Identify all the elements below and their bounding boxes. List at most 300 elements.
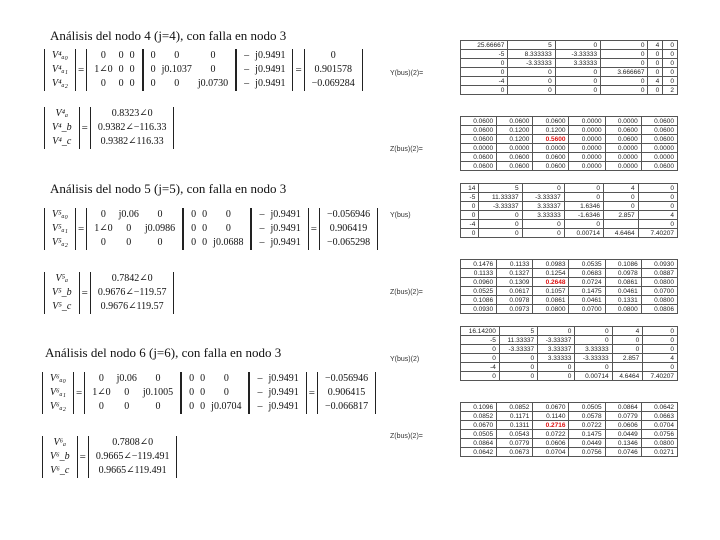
table-cell: 0.0600: [533, 153, 569, 162]
sign: –: [244, 78, 250, 89]
fault-impedance-cell: j0.9491: [270, 209, 301, 220]
table-cell: 3.33333: [538, 354, 575, 363]
sequence-voltage-vector-cell: V⁵ₐ₀: [52, 209, 68, 220]
table-cell: 0.0642: [461, 448, 497, 457]
table-cell: 0: [564, 193, 603, 202]
impedance-matrix-cell: 0: [150, 50, 156, 61]
table-cell: 0.0000: [605, 144, 641, 153]
table-cell: 0.0000: [569, 135, 605, 144]
sequence-voltage-vector-cell: V⁴ₐ₀: [52, 50, 68, 61]
heading-node-6: Análisis del nodo 6 (j=6), con falla en nodo 3: [45, 345, 282, 360]
table-cell: 0.0642: [641, 403, 677, 412]
table-cell: 0: [564, 220, 603, 229]
table-cell: 0.0930: [461, 305, 497, 314]
sequence-voltage-vector-cell: V⁵ₐ₂: [52, 237, 68, 248]
table-cell: 0: [601, 59, 648, 68]
table-row: [461, 59, 678, 68]
impedance-matrix-cell: 0: [225, 223, 231, 234]
table-row: [461, 117, 678, 126]
operator: =: [79, 451, 86, 463]
phase-voltage-values-cell: 0.9382∠−116.33: [97, 122, 167, 133]
phase-voltage-vector-cell: V⁶_b: [50, 451, 70, 462]
fault-impedance-column: [249, 372, 306, 414]
table-cell: 0: [648, 86, 663, 95]
table-cell: 0.5600: [533, 135, 569, 144]
table-cell: 0.0852: [461, 412, 497, 421]
table-cell: 0.0461: [569, 296, 605, 305]
table-cell: 0: [461, 372, 500, 381]
table-cell: 0.0600: [461, 162, 497, 171]
heading-node-4: Análisis del nodo 4 (j=4), con falla en nodo 3: [50, 28, 287, 43]
table-row: [461, 144, 678, 153]
table-cell: 0.0861: [533, 296, 569, 305]
impedance-matrix: [181, 372, 249, 414]
phase-voltage-values: [90, 107, 175, 149]
table-cell: 0.0779: [605, 412, 641, 421]
table-cell: 0: [575, 363, 612, 372]
table-row: [461, 126, 678, 135]
table-cell: 0.0960: [461, 278, 497, 287]
table-cell: 0: [601, 77, 648, 86]
table-row: [461, 336, 678, 345]
table-cell: 0.0600: [641, 135, 677, 144]
equation-node-6: [42, 372, 376, 414]
table-cell: 0.1327: [497, 269, 533, 278]
impedance-matrix: [183, 208, 251, 250]
table-cell: 0.1346: [605, 439, 641, 448]
table-cell: 4: [643, 354, 678, 363]
table-row: [461, 202, 678, 211]
table-cell: 0.0000: [605, 153, 641, 162]
table-cell: 0: [601, 41, 648, 50]
prefault-voltage-matrix-cell: 0: [157, 209, 163, 220]
table-row: [461, 363, 678, 372]
table-cell: 0.0000: [569, 144, 605, 153]
phase-voltage-vector-cell: V⁴_b: [52, 122, 72, 133]
phase-voltage-values-cell: 0.9382∠116.33: [100, 136, 164, 147]
table-row: [461, 86, 678, 95]
table-cell: 0.1140: [533, 412, 569, 421]
ybus-table-1: [460, 40, 678, 95]
ybus-table-2: [460, 183, 678, 238]
phase-voltages-node-4: [44, 107, 174, 149]
zbus-table-2: [460, 259, 678, 314]
table-row: [461, 135, 678, 144]
table-cell: 0: [508, 68, 555, 77]
operator: =: [295, 64, 302, 76]
table-cell: 0.0000: [533, 144, 569, 153]
phase-voltage-values: [90, 272, 175, 314]
table-cell: 0.0000: [461, 144, 497, 153]
impedance-matrix-cell: j0.0688: [213, 237, 244, 248]
table-cell: 0.0806: [641, 305, 677, 314]
table-cell: -5: [461, 336, 500, 345]
table-row: [461, 345, 678, 354]
table-cell: 0.0000: [605, 162, 641, 171]
table-cell: 0.1171: [497, 412, 533, 421]
fault-impedance-cell: j0.9491: [268, 373, 299, 384]
impedance-matrix-cell: j0.0730: [197, 78, 229, 89]
table-cell: 11.33337: [499, 336, 537, 345]
prefault-voltage-matrix-cell: 0: [124, 401, 130, 412]
table-cell: 7.40207: [643, 372, 678, 381]
table-cell: 0.0600: [533, 117, 569, 126]
prefault-voltage-matrix-cell: 0: [98, 401, 104, 412]
table-cell: 0: [663, 41, 678, 50]
table-cell: 0: [538, 372, 575, 381]
table-row: [461, 41, 678, 50]
prefault-voltage-matrix: [84, 372, 181, 414]
table-cell: 4: [638, 211, 677, 220]
table-cell: 0.0600: [461, 153, 497, 162]
prefault-voltage-matrix-cell: 0: [129, 50, 135, 61]
table-cell: 1.6346: [564, 202, 603, 211]
table-cell: 0.0600: [461, 126, 497, 135]
table-cell: 3.33333: [555, 59, 600, 68]
table-row: [461, 354, 678, 363]
table-cell: -3.33337: [538, 336, 575, 345]
table-cell: 0.0525: [461, 287, 497, 296]
prefault-voltage-matrix-cell: 0: [118, 50, 124, 61]
table-cell: 0.0800: [641, 278, 677, 287]
phase-voltage-vector-cell: V⁵_b: [52, 287, 72, 298]
table-cell: 0.0461: [605, 287, 641, 296]
table-cell: 0: [461, 354, 500, 363]
fault-impedance-cell: j0.9491: [255, 64, 286, 75]
table-cell: 0.1311: [497, 421, 533, 430]
table-cell: 0.0000: [569, 117, 605, 126]
table-cell: 4: [604, 184, 639, 193]
table-cell: 11.33337: [479, 193, 522, 202]
sequence-voltage-vector: [42, 372, 74, 414]
table-cell: 0.0617: [497, 287, 533, 296]
prefault-voltage-matrix-cell: 0: [129, 64, 135, 75]
zbus-label-2: Z(bus)(2)=: [390, 289, 423, 296]
table-cell: 5: [479, 184, 522, 193]
table-cell: 0.0600: [641, 162, 677, 171]
table-cell: 5: [508, 41, 555, 50]
table-cell: 0.0722: [569, 421, 605, 430]
table-cell: 0.0000: [497, 144, 533, 153]
phase-voltage-vector-cell: V⁶_c: [50, 465, 70, 476]
table-cell: 0.0600: [497, 117, 533, 126]
table-cell: 0.0000: [641, 144, 677, 153]
table-cell: 0: [604, 193, 639, 202]
sign: –: [257, 401, 263, 412]
table-cell: 0: [638, 193, 677, 202]
table-cell: 3.33333: [522, 211, 564, 220]
table-cell: 0.0606: [533, 439, 569, 448]
table-cell: 0: [663, 68, 678, 77]
table-cell: 0.0704: [533, 448, 569, 457]
table-row: [461, 50, 678, 59]
table-cell: 0.0973: [497, 305, 533, 314]
impedance-matrix-cell: 0: [210, 64, 216, 75]
table-row: [461, 278, 678, 287]
table-cell: 0.2648: [533, 278, 569, 287]
prefault-voltage-matrix-cell: 1∠0: [92, 387, 111, 398]
table-row: [461, 229, 678, 238]
impedance-matrix-cell: 0: [200, 387, 206, 398]
table-row: [461, 296, 678, 305]
table-cell: 0.0578: [569, 412, 605, 421]
prefault-voltage-matrix-cell: 0: [126, 223, 132, 234]
sequence-voltage-vector: [44, 208, 76, 250]
table-cell: 0: [663, 59, 678, 68]
table-cell: 0: [648, 68, 663, 77]
table-cell: 0.0449: [569, 439, 605, 448]
table-cell: 0.1475: [569, 430, 605, 439]
ybus-table-3: [460, 326, 678, 381]
table-cell: 0: [648, 59, 663, 68]
table-cell: 0.0673: [497, 448, 533, 457]
table-cell: 0: [638, 202, 677, 211]
table-cell: 0.0000: [605, 117, 641, 126]
phase-voltages-node-5: [44, 272, 174, 314]
table-row: [461, 327, 678, 336]
result-vector-cell: 0.906419: [329, 223, 368, 234]
impedance-matrix-cell: 0: [189, 373, 195, 384]
sequence-voltage-vector-cell: V⁶ₐ₂: [50, 401, 66, 412]
table-cell: 0: [555, 41, 600, 50]
table-cell: 0.0663: [641, 412, 677, 421]
table-row: [461, 305, 678, 314]
table-cell: 0.0600: [497, 162, 533, 171]
impedance-matrix-cell: 0: [202, 209, 208, 220]
table-cell: 0.0800: [641, 296, 677, 305]
phase-voltage-vector-cell: V⁴ₐ: [55, 108, 69, 119]
table-cell: 16.14200: [461, 327, 500, 336]
table-row: [461, 68, 678, 77]
equation-node-5: [44, 208, 378, 250]
table-cell: -3.33333: [555, 50, 600, 59]
prefault-voltage-matrix-cell: 0: [100, 50, 106, 61]
table-cell: 0.2716: [533, 421, 569, 430]
table-cell: -4: [461, 77, 508, 86]
ybus-label-3: Y(bus)(2): [390, 356, 420, 363]
table-cell: [604, 220, 639, 229]
prefault-voltage-matrix-cell: 1∠0: [94, 64, 113, 75]
table-row: [461, 220, 678, 229]
phase-voltage-vector-cell: V⁵_c: [52, 301, 72, 312]
table-cell: 0.0000: [569, 162, 605, 171]
impedance-matrix-cell: 0: [191, 237, 197, 248]
table-cell: 0: [555, 77, 600, 86]
fault-impedance-cell: j0.9491: [270, 223, 301, 234]
table-cell: -3.33337: [479, 202, 522, 211]
table-cell: 0.1200: [497, 126, 533, 135]
sequence-voltage-vector: [44, 49, 76, 91]
result-vector-cell: −0.069284: [311, 78, 355, 89]
impedance-matrix-cell: j0.1037: [161, 64, 192, 75]
sign: –: [259, 237, 265, 248]
table-cell: 0: [538, 327, 575, 336]
impedance-matrix-cell: 0: [191, 209, 197, 220]
phase-voltage-values-cell: 0.9665∠119.491: [98, 465, 167, 476]
table-cell: 0.0600: [605, 135, 641, 144]
table-cell: -4: [461, 220, 479, 229]
table-cell: 0: [555, 86, 600, 95]
table-row: [461, 77, 678, 86]
table-cell: 0: [499, 372, 537, 381]
prefault-voltage-matrix-cell: j0.0986: [144, 223, 176, 234]
table-cell: -5: [461, 193, 479, 202]
table-cell: 0.1133: [497, 260, 533, 269]
table-cell: 0: [461, 202, 479, 211]
table-cell: 0.0861: [605, 278, 641, 287]
impedance-matrix-cell: 0: [150, 78, 156, 89]
table-cell: 0.0700: [569, 305, 605, 314]
table-cell: 2.857: [612, 354, 643, 363]
table-row: [461, 448, 678, 457]
table-row: [461, 269, 678, 278]
result-vector: [319, 208, 378, 250]
table-cell: 8.333333: [508, 50, 555, 59]
table-cell: 0.1331: [605, 296, 641, 305]
table-cell: 0.0756: [641, 430, 677, 439]
prefault-voltage-matrix-cell: 0: [126, 237, 132, 248]
table-cell: 0.0600: [497, 153, 533, 162]
table-cell: 0: [638, 184, 677, 193]
impedance-matrix-cell: 0: [189, 387, 195, 398]
table-cell: 0: [461, 59, 508, 68]
prefault-voltage-matrix-cell: 0: [100, 78, 106, 89]
table-cell: 0.1086: [461, 296, 497, 305]
fault-impedance-cell: j0.9491: [255, 78, 286, 89]
table-cell: 0: [499, 363, 537, 372]
table-cell: 0.0505: [461, 430, 497, 439]
ybus-label-1: Y(bus)(2)=: [390, 70, 424, 77]
table-cell: 0.0600: [461, 135, 497, 144]
phase-voltage-values-cell: 0.9676∠−119.57: [97, 287, 167, 298]
table-cell: 0.1200: [497, 135, 533, 144]
phase-voltage-vector: [44, 272, 80, 314]
result-vector: [317, 372, 376, 414]
impedance-matrix-cell: 0: [200, 373, 206, 384]
zbus-table-1: [460, 116, 678, 171]
operator: =: [310, 223, 317, 235]
table-cell: 3.33337: [522, 202, 564, 211]
table-cell: 0.0756: [569, 448, 605, 457]
table-cell: 0.0864: [461, 439, 497, 448]
table-cell: 4: [648, 41, 663, 50]
table-cell: 0.0600: [605, 126, 641, 135]
table-cell: 0.0887: [641, 269, 677, 278]
result-vector-cell: 0.906415: [327, 387, 366, 398]
equation-node-4: [44, 49, 363, 91]
table-cell: 0: [604, 202, 639, 211]
result-vector-cell: −0.065298: [326, 237, 371, 248]
table-cell: 0.0683: [569, 269, 605, 278]
operator: =: [76, 387, 83, 399]
table-cell: 0.0930: [641, 260, 677, 269]
table-cell: 0.0978: [497, 296, 533, 305]
prefault-voltage-matrix-cell: 0: [118, 78, 124, 89]
table-cell: 0: [461, 68, 508, 77]
table-cell: 0: [555, 68, 600, 77]
table-cell: 0.0724: [569, 278, 605, 287]
table-cell: 0: [522, 220, 564, 229]
table-cell: 25.66667: [461, 41, 508, 50]
table-cell: 0: [461, 229, 479, 238]
table-cell: 7.40207: [638, 229, 677, 238]
result-vector: [304, 49, 363, 91]
sequence-voltage-vector-cell: V⁵ₐ₁: [52, 223, 68, 234]
table-cell: 0: [663, 77, 678, 86]
table-cell: 0: [564, 184, 603, 193]
table-row: [461, 260, 678, 269]
table-cell: 5: [499, 327, 537, 336]
table-cell: -3.33337: [522, 193, 564, 202]
table-cell: 0.0800: [641, 439, 677, 448]
table-row: [461, 211, 678, 220]
impedance-matrix-cell: 0: [191, 223, 197, 234]
impedance-matrix-cell: j0.0704: [211, 401, 242, 412]
table-row: [461, 439, 678, 448]
impedance-matrix-cell: 0: [174, 50, 180, 61]
table-cell: 0: [601, 86, 648, 95]
impedance-matrix-cell: 0: [174, 78, 180, 89]
sign: –: [257, 387, 263, 398]
table-row: [461, 421, 678, 430]
prefault-voltage-matrix-cell: 0: [98, 373, 104, 384]
impedance-matrix-cell: 0: [200, 401, 206, 412]
table-cell: 0.0271: [641, 448, 677, 457]
table-cell: 0: [643, 327, 678, 336]
table-cell: -4: [461, 363, 500, 372]
table-cell: 0.0606: [605, 421, 641, 430]
table-cell: -5: [461, 50, 508, 59]
table-cell: 0: [575, 336, 612, 345]
table-cell: 0: [499, 354, 537, 363]
heading-node-5: Análisis del nodo 5 (j=5), con falla en nodo 3: [50, 181, 287, 196]
table-cell: 0.0600: [461, 117, 497, 126]
fault-impedance-cell: j0.9491: [268, 401, 299, 412]
table-cell: 0: [643, 363, 678, 372]
sign: –: [257, 373, 263, 384]
table-cell: 0.00714: [564, 229, 603, 238]
table-cell: 0: [612, 345, 643, 354]
table-cell: 0.0670: [461, 421, 497, 430]
table-cell: 3.666667: [601, 68, 648, 77]
phase-voltage-values-cell: 0.7842∠0: [111, 273, 153, 284]
prefault-voltage-matrix-cell: j0.06: [118, 209, 139, 220]
result-vector-cell: −0.056946: [326, 209, 371, 220]
table-cell: 0.0449: [605, 430, 641, 439]
table-row: [461, 372, 678, 381]
table-cell: 0.1309: [497, 278, 533, 287]
phase-voltage-values-cell: 0.9665∠−119.491: [95, 451, 170, 462]
table-cell: 0.1133: [461, 269, 497, 278]
table-cell: 0: [508, 77, 555, 86]
table-cell: 0.1475: [569, 287, 605, 296]
table-row: [461, 193, 678, 202]
table-cell: 0.0535: [569, 260, 605, 269]
table-cell: 0: [461, 86, 508, 95]
phase-voltage-vector: [44, 107, 80, 149]
fault-impedance-cell: j0.9491: [270, 237, 301, 248]
prefault-voltage-matrix: [86, 49, 142, 91]
table-cell: 0: [643, 345, 678, 354]
result-vector-cell: −0.056946: [324, 373, 369, 384]
table-cell: 0: [538, 363, 575, 372]
table-cell: 0.0670: [533, 403, 569, 412]
result-vector-cell: 0.901578: [314, 64, 352, 75]
table-cell: 0: [648, 50, 663, 59]
impedance-matrix-cell: 0: [223, 373, 229, 384]
table-row: [461, 184, 678, 193]
table-cell: -1.6346: [564, 211, 603, 220]
